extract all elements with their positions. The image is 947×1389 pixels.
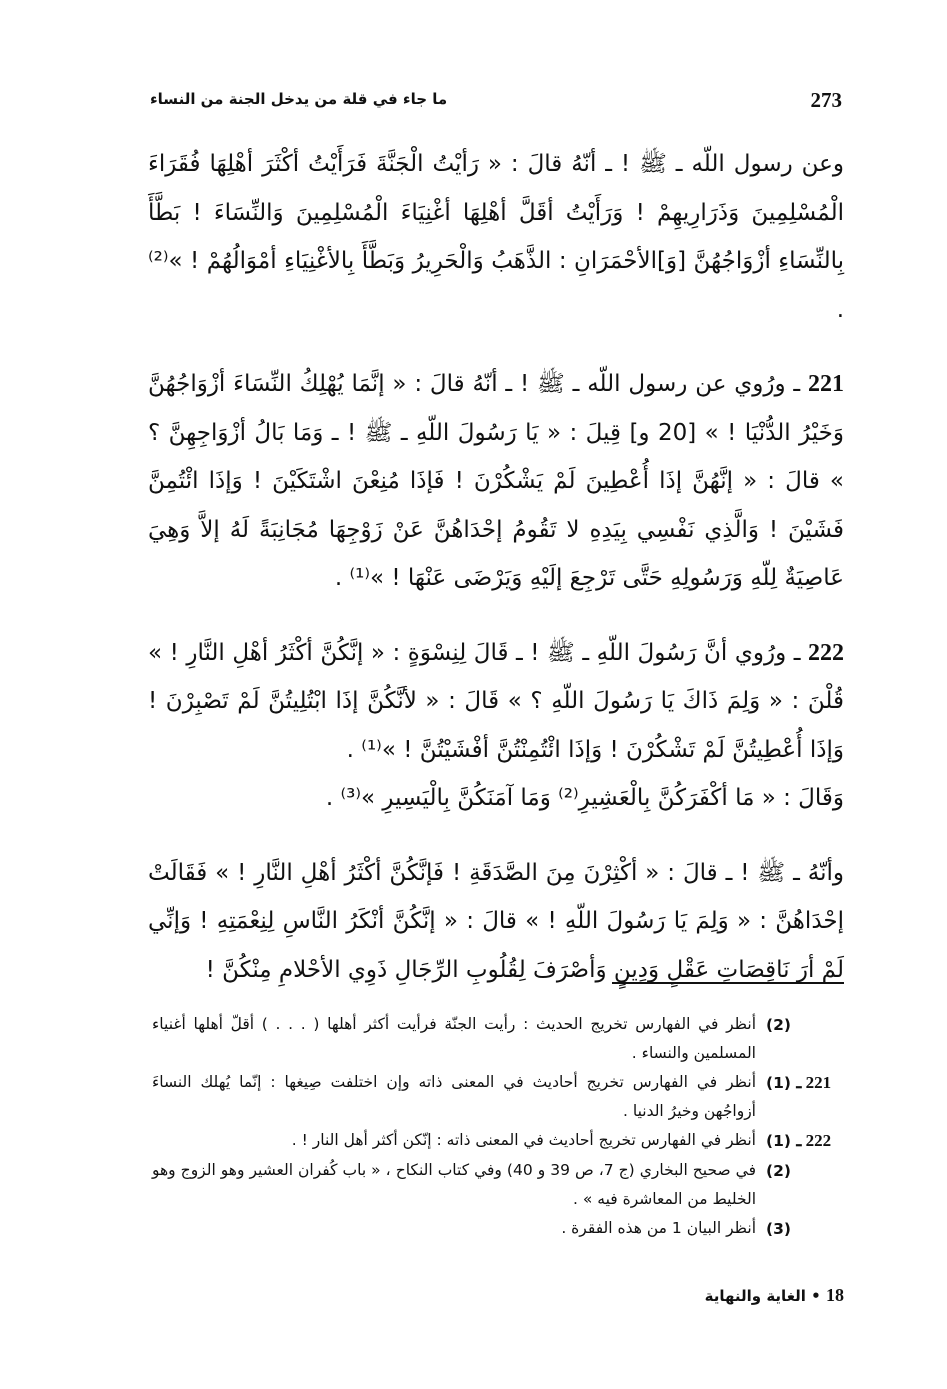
footnote-text: أنظر في الفهارس تخريج أحاديث في المعنى ذاته : إنّكن أكثر أهل النار ! . xyxy=(291,1131,756,1149)
footnote-paragraph-ref: 222 ـ xyxy=(796,1131,832,1150)
page-number: 273 xyxy=(810,88,842,112)
footnote-divider xyxy=(612,982,844,984)
footnote-number: (2) xyxy=(766,1016,791,1034)
paragraph-222 xyxy=(148,629,844,775)
footer-bullet: • xyxy=(811,1287,821,1305)
footnote-text: في صحيح البخاري (ج 7، ص 39 و 40) وفي كتاب النكاح ، « باب كُفران العشير وهو الزوج وهو الخليط من المعاشرة فيه » . xyxy=(152,1161,756,1208)
footnote-paragraph-ref: 221 ـ xyxy=(796,1073,832,1092)
footnote xyxy=(152,1126,844,1156)
paragraph xyxy=(148,140,844,334)
paragraph-text: ـ ورُوي عن رسول اللّه ـ ﷺ ! ـ أنّهُ قالَ : « إنَّمَا يُهْلِكُ النِّسَاءَ أزْوَاجُهُنَّ وَخَيْرُ الدُّنْيَا ! » [20 و] قِيلَ : « يَا رَسُولَ اللّهِ ـ ﷺ ! ـ وَمَا بَالُ أزْوَاجِهِنَّ ؟ » قالَ : « إنَّهُنَّ إذَا أُعْطِينَ لَمْ يَشْكُرْنَ ! فَإذَا مُنِعْنَ اشْتَكَيْنَ ! وَإذَا ائْتُمِنَّ فَشَيْنَ ! وَالَّذِي نَفْسِي بِيَدِهِ لا تَقُومُ إحْدَاهُنَّ عَنْ زَوْجِهَا مُجَانِبَةً لَهُ إلاَّ وَهِيَ عَاصِيَةٌ لِلّهِ وَرَسُولِهِ حَتَّى تَرْجِعَ إلَيْهِ وَيَرْضَى عَنْهَا ! »⁽¹⁾ . xyxy=(148,371,844,591)
footnote-marker xyxy=(756,1068,844,1098)
page-footer xyxy=(705,1285,844,1306)
paragraph-number: 221 xyxy=(808,371,845,397)
paragraph-text: وَقَالَ : « مَا أكْفَرَكُنَّ بِالْعَشِيرِ⁽²⁾ وَمَا آمَنَكُنَّ بِالْيَسِيرِ »⁽³⁾ . xyxy=(325,785,844,811)
footnote-marker xyxy=(756,1010,844,1040)
footnote-number: (3) xyxy=(766,1220,791,1238)
footnote-marker xyxy=(756,1214,844,1244)
paragraph-number: 222 xyxy=(808,639,845,666)
footnote-marker xyxy=(756,1156,844,1186)
footnote xyxy=(152,1068,844,1126)
footnote xyxy=(152,1010,844,1068)
paragraph-text: وأنّهُ ـ ﷺ ! ـ قالَ : « أكْثِرْنَ مِنَ الصَّدَقَةِ ! فَإنَّكُنَّ أكْثَرُ أهْلِ النَّارِ ! » فَقَالَتْ إحْدَاهُنَّ : « وَلِمَ يَا رَسُولَ اللّهِ ! » قالَ : « إنَّكُنَّ أنْكَرُ النَّاسِ لِنِعْمَتِهِ ! وَإنِّي لَمْ أرَ نَاقِصَاتِ عَقْلٍ وَدِينٍ وَأصْرَفَ لِقُلُوبِ الرِّجَالِ ذَوِي الأحْلامِ مِنْكُنَّ ! xyxy=(148,859,844,983)
footnote xyxy=(152,1156,844,1214)
footnote-number: (2) xyxy=(766,1162,791,1180)
footnote xyxy=(152,1214,844,1244)
paragraph-221 xyxy=(148,360,844,603)
page-header xyxy=(150,88,842,118)
paragraph-text: وعن رسول اللّه ـ ﷺ ! ـ أنّهُ قالَ : « رَأيْتُ الْجَنَّةَ فَرَأَيْتُ أكْثَرَ أهْلِهَا فُقَرَاءَ الْمُسْلِمِينَ وَذَرَارِيهِمْ ! وَرَأَيْتُ أقَلَّ أهْلِهَا أغْنِيَاءَ الْمُسْلِمِينَ وَالنِّسَاءَ ! بَطَّأَ بِالنِّسَاءِ أزْوَاجُهُنَّ [وَ]الأحْمَرَانِ : الذَّهَبُ وَالْحَرِيرُ وَبَطَّأَ بِالأغْنِيَاءِ أمْوَالُهُمْ ! »⁽²⁾ . xyxy=(148,151,844,323)
footnote-text: أنظر في الفهارس تخريج الحديث : رأيت الجنّة فرأيت أكثر أهلها ( . . . ) أقلّ أهلها أغنياء المسلمين والنساء . xyxy=(152,1015,756,1062)
footnote-marker xyxy=(756,1126,844,1156)
footnotes xyxy=(152,1010,844,1244)
main-text xyxy=(148,140,844,994)
footnote-text: أنظر في الفهارس تخريج أحاديث في المعنى ذاته وإن اختلفت صِيغها : إنّما يُهلك النساءَ أزواجُهن وخيرُ الدنيا . xyxy=(152,1073,756,1120)
footnote-text: أنظر البيان 1 من هذه الفقرة . xyxy=(561,1219,756,1237)
footnote-number: (1) xyxy=(766,1074,791,1092)
paragraph xyxy=(148,774,844,823)
paragraph-text: ـ ورُوي أنَّ رَسُولَ اللّهِ ـ ﷺ ! ـ قَالَ لِنِسْوَةٍ : « إنَّكُنَّ أكْثَرُ أهْلِ النَّارِ ! » قُلْنَ : « وَلِمَ ذَاكَ يَا رَسُولَ اللّهِ ؟ » قَالَ : « لأنَّكُنَّ إذَا ابْتُلِيتُنَّ لَمْ تَصْبِرْنَ ! وَإذَا أُعْطِيتُنَّ لَمْ تَشْكُرْنَ ! وَإذَا ائْتُمِنْتُنَّ أفْشَيْتُنَّ ! »⁽¹⁾ . xyxy=(148,639,844,763)
paragraph xyxy=(148,849,844,995)
signature-number: 18 xyxy=(826,1285,844,1305)
book-title: الغاية والنهاية xyxy=(704,1287,806,1305)
running-title: ما جاء في قلة من يدخل الجنة من النساء xyxy=(150,90,448,108)
footnote-number: (1) xyxy=(766,1132,791,1150)
